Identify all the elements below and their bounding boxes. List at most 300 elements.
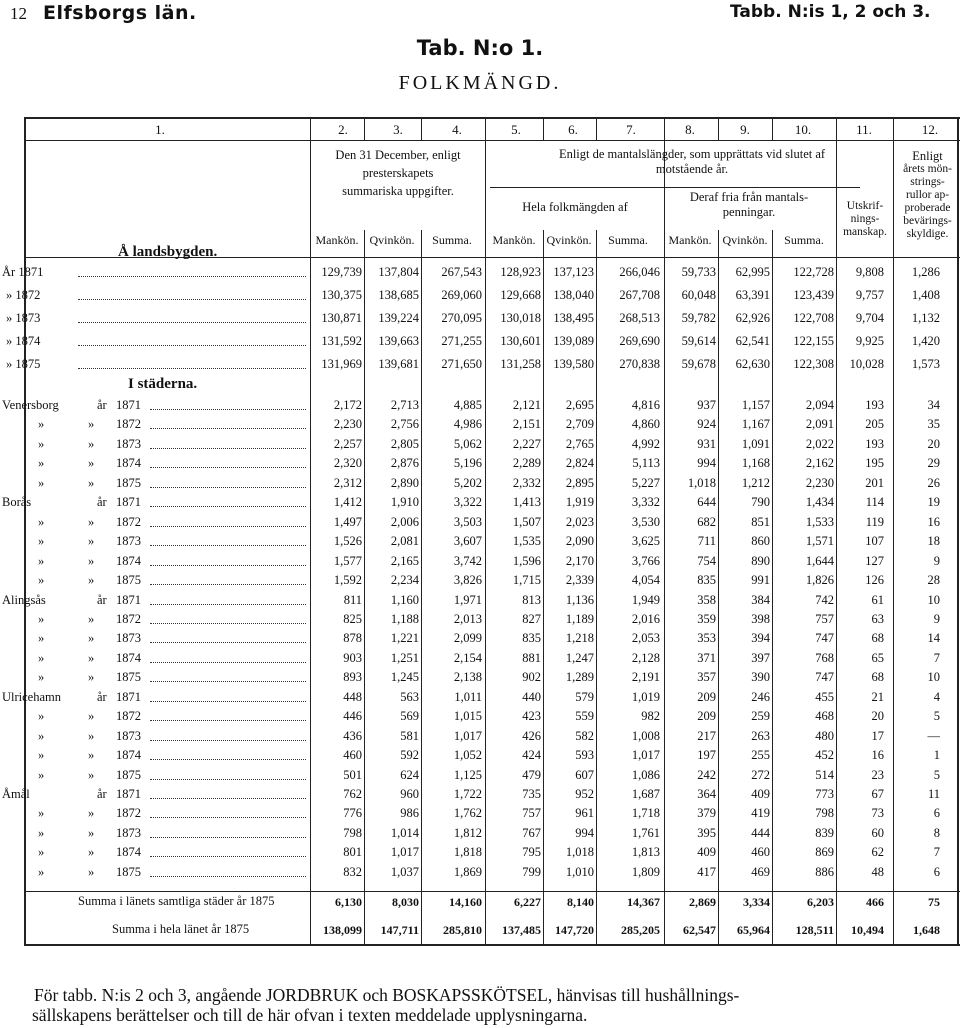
leader-dots	[150, 798, 306, 799]
table-cell: 1,644	[805, 554, 834, 568]
row-year: 1875	[116, 670, 141, 684]
column-number: 8.	[685, 122, 695, 137]
table-cell: 122,155	[793, 334, 834, 348]
table-cell: 2,013	[453, 612, 482, 626]
table-cell: 1,019	[631, 690, 660, 704]
table-cell: 1,289	[565, 670, 594, 684]
table-cell: 35	[927, 417, 940, 431]
table-cell: 757	[522, 806, 541, 820]
row-label: År 1871	[2, 265, 44, 279]
table-cell: 798	[815, 806, 834, 820]
table-cell: 762	[343, 787, 362, 801]
table-cell: 1,221	[390, 631, 419, 645]
table-cell: 801	[343, 845, 362, 859]
table-cell: 20	[927, 437, 940, 451]
table-cell: 62,630	[735, 357, 770, 371]
table-cell: 61	[871, 593, 884, 607]
row-ar: »	[88, 670, 95, 684]
leader-dots	[150, 662, 306, 663]
table-cell: 285,810	[443, 923, 482, 937]
table-title: Tab. N:o 1.	[416, 36, 544, 60]
table-cell: 1,573	[911, 357, 940, 371]
table-cell: 3,826	[453, 573, 482, 587]
table-cell: 2,090	[565, 534, 594, 548]
table-cell: 2,170	[565, 554, 594, 568]
table-cell: 2,320	[333, 456, 362, 470]
row-year: 1874	[116, 845, 141, 859]
table-cell: 269,060	[441, 288, 482, 302]
header-line: manskap.	[843, 226, 887, 238]
table-cell: 9,925	[855, 334, 884, 348]
table-cell: 582	[575, 729, 594, 743]
table-cell: 127	[865, 554, 884, 568]
table-cell: 122,708	[793, 311, 834, 325]
table-cell: 878	[343, 631, 362, 645]
table-cell: 747	[815, 670, 834, 684]
table-cell: 960	[400, 787, 419, 801]
table-cell: 10,028	[849, 357, 884, 371]
table-cell: 1,535	[512, 534, 541, 548]
table-cell: 2,695	[565, 398, 594, 412]
leader-dots	[150, 604, 306, 605]
table-cell: 259	[751, 709, 770, 723]
sub-header: Mankön.	[492, 233, 536, 247]
table-cell: 7	[933, 845, 940, 859]
table-cell: 466	[866, 895, 884, 909]
table-cell: 3,322	[453, 495, 482, 509]
page-header-left: Elfsborgs län.	[43, 2, 197, 24]
table-cell: 5,062	[453, 437, 482, 451]
footnote	[0, 985, 960, 1025]
header-line: penningar.	[722, 205, 776, 219]
table-cell: 982	[641, 709, 660, 723]
table-cell: 1,715	[512, 573, 541, 587]
table-cell: 1,017	[390, 845, 419, 859]
sub-header: Summa.	[784, 233, 824, 247]
table-cell: 3,530	[631, 515, 660, 529]
table-cell: 436	[343, 729, 362, 743]
table-cell: 131,592	[321, 334, 362, 348]
table-cell: 1,160	[390, 593, 419, 607]
table-cell: 1,533	[805, 515, 834, 529]
table-cell: 20	[871, 709, 884, 723]
table-cell: 1,592	[333, 573, 362, 587]
section-staderna: I städerna.	[128, 376, 198, 392]
table-cell: 119	[865, 515, 884, 529]
table-cell: 271,255	[441, 334, 482, 348]
table-cell: 1,596	[512, 554, 541, 568]
table-cell: 6,130	[335, 895, 362, 909]
table-cell: 1,910	[390, 495, 419, 509]
column-number: 10.	[794, 122, 812, 137]
table-cell: 579	[575, 690, 594, 704]
leader-dots	[150, 759, 306, 760]
table-cell: 21	[871, 690, 884, 704]
row-town: »	[38, 631, 45, 645]
header-line: summariska uppgifter.	[342, 184, 454, 198]
table-cell: 1,014	[390, 826, 419, 840]
row-town: »	[38, 515, 45, 529]
table-cell: 128,923	[500, 265, 541, 279]
table-cell: 139,681	[378, 357, 419, 371]
table-cell: 501	[343, 768, 362, 782]
table-cell: 1,245	[390, 670, 419, 684]
table-cell: 742	[815, 593, 834, 607]
table-cell: 123,439	[793, 288, 834, 302]
leader-dots	[78, 368, 306, 369]
table-cell: 126	[865, 573, 884, 587]
table-cell: 839	[815, 826, 834, 840]
table-cell: 1	[933, 748, 940, 762]
table-cell: 23	[871, 768, 884, 782]
table-cell: 424	[522, 748, 541, 762]
table-cell: 2,006	[390, 515, 419, 529]
table-cell: 1,687	[631, 787, 660, 801]
row-ar: »	[88, 456, 95, 470]
table-cell: 209	[697, 709, 716, 723]
row-ar: år	[97, 398, 107, 412]
table-cell: 358	[697, 593, 716, 607]
row-label: » 1874	[6, 334, 41, 348]
table-cell: 193	[865, 437, 884, 451]
table-cell: 4,992	[631, 437, 660, 451]
table-cell: 1,571	[805, 534, 834, 548]
row-ar: »	[88, 515, 95, 529]
row-ar: »	[88, 748, 95, 762]
row-year: 1873	[116, 534, 141, 548]
row-label: » 1875	[6, 357, 41, 371]
table-cell: 1,015	[453, 709, 482, 723]
row-ar: »	[88, 534, 95, 548]
table-cell: 799	[522, 865, 541, 879]
table-cell: 1,412	[333, 495, 362, 509]
table-cell: 2,332	[512, 476, 541, 490]
table-cell: 59,782	[681, 311, 716, 325]
leader-dots	[150, 506, 306, 507]
table-cell: 1,018	[687, 476, 716, 490]
table-cell: 1,809	[631, 865, 660, 879]
table-cell: 397	[751, 651, 770, 665]
row-town: »	[38, 670, 45, 684]
table-cell: 5,113	[632, 456, 660, 470]
table-cell: 11	[927, 787, 940, 801]
table-cell: 2,094	[805, 398, 834, 412]
table-cell: 10	[927, 593, 940, 607]
table-cell: 1,017	[453, 729, 482, 743]
row-year: 1871	[116, 787, 141, 801]
header-line: proberade	[904, 202, 951, 214]
table-cell: 419	[751, 806, 770, 820]
table-cell: 63,391	[735, 288, 770, 302]
table-cell: 9,704	[855, 311, 884, 325]
table-cell: 1,762	[453, 806, 482, 820]
row-ar: »	[88, 729, 95, 743]
row-ar: »	[88, 573, 95, 587]
table-cell: 409	[751, 787, 770, 801]
table-cell: 3,607	[453, 534, 482, 548]
table-cell: 137,485	[502, 923, 541, 937]
table-cell: 1,091	[741, 437, 770, 451]
table-cell: 479	[522, 768, 541, 782]
table-cell: 26	[927, 476, 940, 490]
table-cell: 426	[522, 729, 541, 743]
table-cell: 285,205	[621, 923, 660, 937]
row-town: »	[38, 709, 45, 723]
row-town: Åmål	[2, 787, 30, 801]
leader-dots	[150, 856, 306, 857]
row-ar: år	[97, 593, 107, 607]
table-cell: 514	[815, 768, 834, 782]
table-cell: 1,919	[565, 495, 594, 509]
table-cell: 2,099	[453, 631, 482, 645]
leader-dots	[150, 837, 306, 838]
page-number: 12	[10, 4, 27, 23]
table-cell: 65,964	[737, 923, 770, 937]
table-cell: 139,663	[378, 334, 419, 348]
table-cell: 460	[751, 845, 770, 859]
table-cell: 2,128	[631, 651, 660, 665]
table-cell: 961	[575, 806, 594, 820]
table-cell: 130,375	[321, 288, 362, 302]
row-ar: år	[97, 495, 107, 509]
table-cell: 735	[522, 787, 541, 801]
table-cell: 2,091	[805, 417, 834, 431]
table-cell: 14,160	[449, 895, 482, 909]
column-number: 3.	[393, 122, 403, 137]
table-cell: 65	[871, 651, 884, 665]
table-cell: —	[927, 729, 940, 743]
table-cell: 1,010	[565, 865, 594, 879]
table-cell: 440	[522, 690, 541, 704]
table-cell: 1,008	[631, 729, 660, 743]
row-ar: år	[97, 787, 107, 801]
table-cell: 455	[815, 690, 834, 704]
table-cell: 569	[400, 709, 419, 723]
table-cell: 7	[933, 651, 940, 665]
table-cell: 592	[400, 748, 419, 762]
table-cell: 886	[815, 865, 834, 879]
table-cell: 452	[815, 748, 834, 762]
table-cell: 246	[751, 690, 770, 704]
table-cell: 195	[865, 456, 884, 470]
table-cell: 2,824	[565, 456, 594, 470]
table-cell: 825	[343, 612, 362, 626]
row-town: »	[38, 806, 45, 820]
leader-dots	[150, 584, 306, 585]
table-cell: 827	[522, 612, 541, 626]
table-cell: 893	[343, 670, 362, 684]
row-town: Alingsås	[2, 593, 46, 607]
table-cell: 1,648	[913, 923, 940, 937]
table-cell: 446	[343, 709, 362, 723]
sub-header: Mankön.	[668, 233, 712, 247]
table-cell: 128,511	[795, 923, 834, 937]
table-cell: 16	[927, 515, 940, 529]
header-line: Enligt	[912, 149, 943, 163]
leader-dots	[150, 779, 306, 780]
table-cell: 357	[697, 670, 716, 684]
header-line: Enligt de mantalslängder, som upprättats vid slutet af	[558, 147, 826, 161]
table-cell: 644	[697, 495, 716, 509]
leader-dots	[150, 448, 306, 449]
table-cell: 2,234	[390, 573, 419, 587]
header-deraf-fria	[664, 190, 834, 220]
table-cell: 768	[815, 651, 834, 665]
table-cell: 767	[522, 826, 541, 840]
table-cell: 994	[697, 456, 716, 470]
header-line: nings-	[850, 213, 880, 225]
table-cell: 359	[697, 612, 716, 626]
table-cell: 798	[343, 826, 362, 840]
row-ar: år	[97, 690, 107, 704]
table-cell: 1,212	[741, 476, 770, 490]
table-cell: 122,308	[793, 357, 834, 371]
table-cell: 1,526	[333, 534, 362, 548]
table-cell: 2,172	[333, 398, 362, 412]
table-cell: 2,312	[333, 476, 362, 490]
table-cell: 62,547	[683, 923, 716, 937]
table-cell: 563	[400, 690, 419, 704]
table-cell: 62,995	[735, 265, 770, 279]
table-cell: 2,895	[565, 476, 594, 490]
table-cell: 147,711	[380, 923, 419, 937]
row-ar: »	[88, 417, 95, 431]
table-cell: 59,678	[681, 357, 716, 371]
table-cell: 711	[697, 534, 716, 548]
table-cell: 271,650	[441, 357, 482, 371]
table-cell: 19	[927, 495, 940, 509]
header-hela-folkmangden: Hela folkmängden af	[522, 200, 628, 214]
table-cell: 1,247	[565, 651, 594, 665]
leader-dots	[78, 345, 306, 346]
table-cell: 130,018	[500, 311, 541, 325]
row-year: 1873	[116, 826, 141, 840]
table-cell: 1,037	[390, 865, 419, 879]
leader-dots	[78, 322, 306, 323]
table-cell: 2,227	[512, 437, 541, 451]
table-cell: 9,757	[855, 288, 884, 302]
table-cell: 1,761	[631, 826, 660, 840]
row-town: »	[38, 729, 45, 743]
row-year: 1874	[116, 554, 141, 568]
table-cell: 242	[697, 768, 716, 782]
column-number: 7.	[626, 122, 636, 137]
table-cell: 1,086	[631, 768, 660, 782]
table-cell: 1,949	[631, 593, 660, 607]
table-cell: 8,030	[392, 895, 419, 909]
table-cell: 2,805	[390, 437, 419, 451]
row-town: »	[38, 865, 45, 879]
table-cell: 28	[927, 573, 940, 587]
row-year: 1875	[116, 768, 141, 782]
table-cell: 903	[343, 651, 362, 665]
table-cell: 468	[815, 709, 834, 723]
table-cell: 130,601	[500, 334, 541, 348]
header-line: presterskapets	[362, 166, 434, 180]
table-cell: 860	[751, 534, 770, 548]
table-cell: 255	[751, 748, 770, 762]
row-year: 1874	[116, 748, 141, 762]
row-town: Ulricehamn	[2, 690, 62, 704]
row-year: 1871	[116, 495, 141, 509]
leader-dots	[150, 409, 306, 410]
row-town: »	[38, 534, 45, 548]
table-cell: 469	[751, 865, 770, 879]
table-cell: 10	[927, 670, 940, 684]
table-cell: 2,022	[805, 437, 834, 451]
table-cell: 263	[751, 729, 770, 743]
row-ar: »	[88, 437, 95, 451]
table-cell: 2,016	[631, 612, 660, 626]
table-cell: 423	[522, 709, 541, 723]
table-cell: 1,189	[565, 612, 594, 626]
table-cell: 835	[522, 631, 541, 645]
header-group-mantalslangder	[487, 147, 897, 177]
table-cell: 384	[751, 593, 770, 607]
table-cell: 448	[343, 690, 362, 704]
table-cell: 34	[927, 398, 940, 412]
leader-dots	[150, 565, 306, 566]
table-cell: 5,202	[453, 476, 482, 490]
table-cell: 217	[697, 729, 716, 743]
table-cell: 67	[871, 787, 884, 801]
table-cell: 139,224	[378, 311, 419, 325]
row-year: 1874	[116, 651, 141, 665]
table-cell: 902	[522, 670, 541, 684]
table-cell: 59,733	[681, 265, 716, 279]
row-label: » 1872	[6, 288, 41, 302]
table-cell: 851	[751, 515, 770, 529]
table-cell: 107	[865, 534, 884, 548]
table-cell: 14,367	[627, 895, 660, 909]
leader-dots	[150, 487, 306, 488]
footnote-line-2: sällskapens berättelser och till de här ofvan i texten meddelade upplysningarna.	[32, 1005, 588, 1025]
table-cell: 682	[697, 515, 716, 529]
table-cell: 4	[933, 690, 940, 704]
sub-header: Qvinkön.	[369, 233, 415, 247]
table-cell: 3,742	[453, 554, 482, 568]
leader-dots	[78, 299, 306, 300]
table-cell: 2,165	[390, 554, 419, 568]
table-cell: 10,494	[851, 923, 884, 937]
leader-dots	[150, 701, 306, 702]
table-subtitle: FOLKMÄNGD.	[398, 72, 562, 94]
column-number: 1.	[155, 122, 165, 137]
table-cell: 1,132	[911, 311, 940, 325]
table-cell: 624	[400, 768, 419, 782]
table-cell: 364	[697, 787, 716, 801]
table-cell: 5	[933, 768, 940, 782]
table-cell: 1,251	[390, 651, 419, 665]
leader-dots	[150, 642, 306, 643]
row-year: 1875	[116, 573, 141, 587]
table-cell: 75	[928, 895, 940, 909]
leader-dots	[150, 623, 306, 624]
row-year: 1873	[116, 729, 141, 743]
table-cell: 14	[927, 631, 940, 645]
table-cell: 2,162	[805, 456, 834, 470]
row-ar: »	[88, 806, 95, 820]
row-town: »	[38, 651, 45, 665]
table-cell: 994	[575, 826, 594, 840]
section-landsbygd: Å landsbygden.	[118, 244, 218, 260]
row-town: »	[38, 845, 45, 859]
row-year: 1872	[116, 612, 141, 626]
row-town: Borås	[2, 495, 32, 509]
table-cell: 2,191	[631, 670, 660, 684]
table-cell: 1,167	[741, 417, 770, 431]
table-cell: 2,151	[512, 417, 541, 431]
